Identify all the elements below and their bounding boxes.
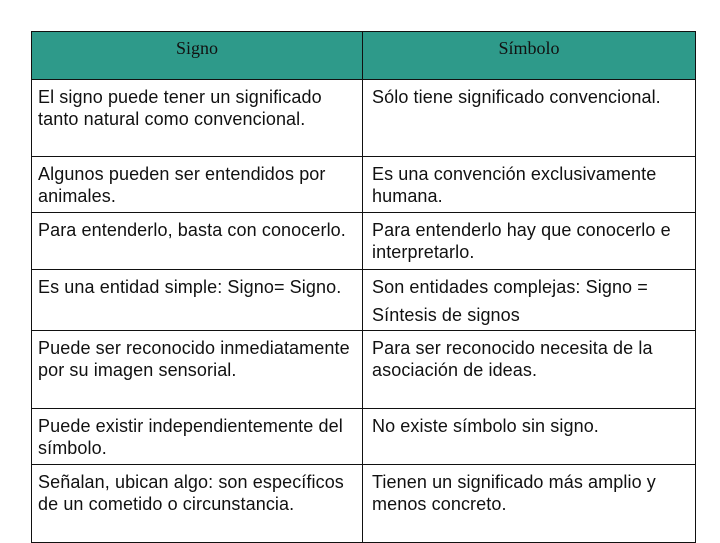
cell-text: Para entenderlo, basta con conocerlo. — [38, 220, 346, 240]
header-signo: Signo — [32, 32, 363, 80]
cell-text: Puede ser reconocido inmediatamente por su imagen sensorial. — [38, 338, 350, 380]
cell-text: Para entenderlo hay que conocerlo e interpretarlo. — [372, 220, 671, 262]
table-cell-right — [363, 157, 696, 213]
cell-text: No existe símbolo sin signo. — [372, 416, 599, 436]
table-cell-right — [363, 213, 696, 270]
cell-text: Señalan, ubican algo: son específicos de un cometido o circunstancia. — [38, 472, 344, 514]
table-row — [32, 465, 696, 543]
cell-text: Son entidades complejas: Signo = Síntesis de signos — [372, 277, 648, 325]
table-cell-right — [363, 409, 696, 465]
table-row — [32, 409, 696, 465]
table-cell-right — [363, 465, 696, 543]
table-cell-left — [32, 157, 363, 213]
cell-text: Para ser reconocido necesita de la asociación de ideas. — [372, 338, 653, 380]
header-simbolo: Símbolo — [363, 32, 696, 80]
table-cell-left — [32, 465, 363, 543]
table-cell-left — [32, 213, 363, 270]
table-cell-right — [363, 331, 696, 409]
table-row — [32, 157, 696, 213]
cell-text: El signo puede tener un significado tanto natural como convencional. — [38, 87, 322, 129]
table-row — [32, 213, 696, 270]
table-cell-right — [363, 80, 696, 157]
table-cell-left — [32, 331, 363, 409]
header-row — [32, 32, 696, 80]
cell-text: Tienen un significado más amplio y menos concreto. — [372, 472, 656, 514]
table-cell-right — [363, 270, 696, 331]
cell-text: Es una entidad simple: Signo= Signo. — [38, 277, 342, 297]
comparison-table — [31, 31, 696, 543]
table-cell-left — [32, 270, 363, 331]
cell-text: Algunos pueden ser entendidos por animales. — [38, 164, 326, 206]
cell-text: Puede existir independientemente del símbolo. — [38, 416, 343, 458]
cell-text: Sólo tiene significado convencional. — [372, 87, 661, 107]
table-cell-left — [32, 409, 363, 465]
cell-text: Es una convención exclusivamente humana. — [372, 164, 657, 206]
table-cell-left — [32, 80, 363, 157]
table-row — [32, 80, 696, 157]
table-row — [32, 331, 696, 409]
table-row — [32, 270, 696, 331]
